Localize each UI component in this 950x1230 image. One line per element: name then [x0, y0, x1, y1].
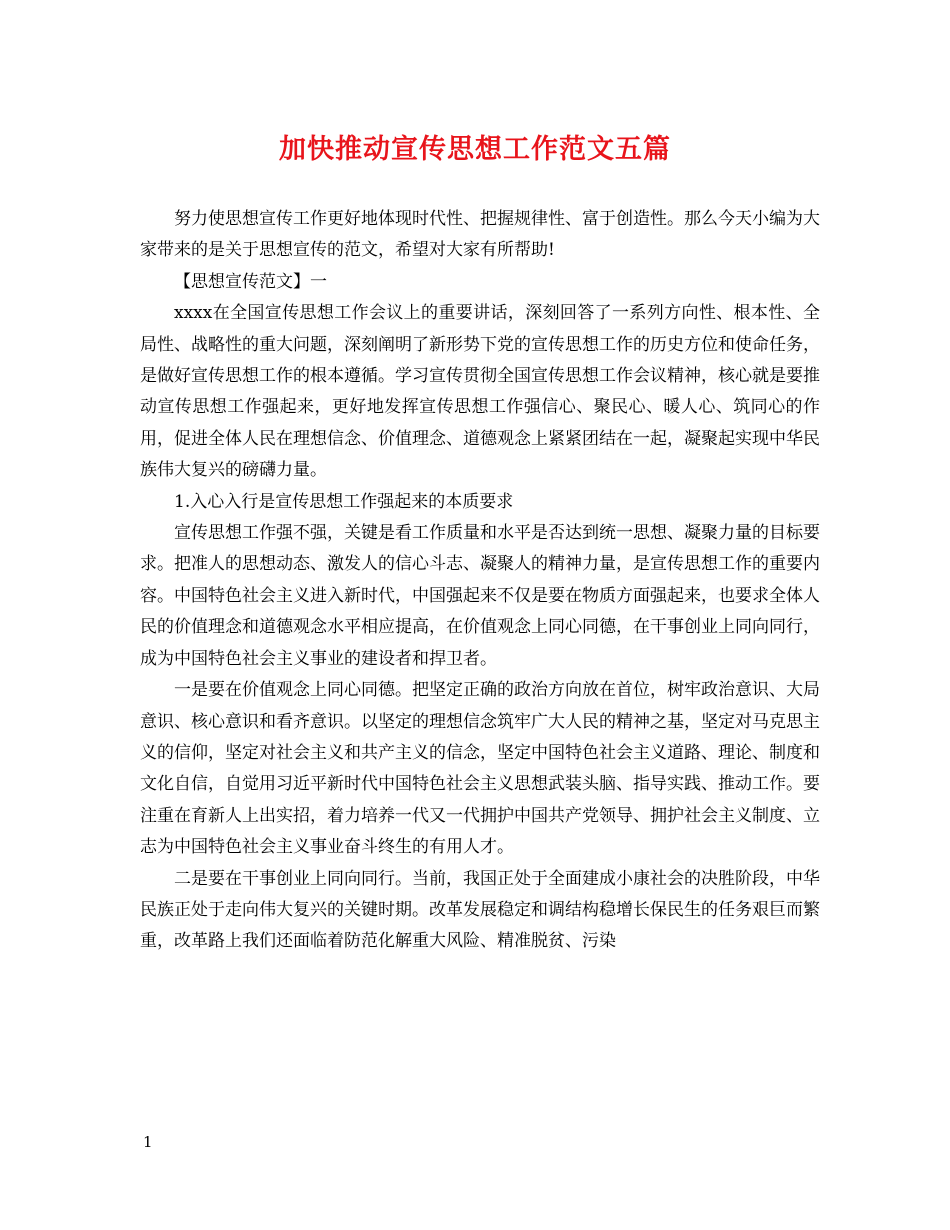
body-paragraph: 二是要在干事创业上同向同行。当前，我国正处于全面建成小康社会的决胜阶段，中华民族正处于走向伟大复兴的关键时期。改革发展稳定和调结构稳增长保民生的任务艰巨而繁重，改革路上我们还面临着防范化解重大风险、精准脱贫、污染	[140, 868, 820, 952]
subsection-heading: 1.入心入行是宣传思想工作强起来的本质要求	[174, 491, 514, 512]
body-paragraph: xxxx在全国宣传思想工作会议上的重要讲话，深刻回答了一系列方向性、根本性、全局性、战略性的重大问题，深刻阐明了新形势下党的宣传思想工作的历史方位和使命任务，是做好宣传思想工作的根本遵循。学习宣传贯彻全国宣传思想工作会议精神，核心就是要推动宣传思想工作强起来，更好地发挥宣传思想工作强信心、聚民心、暖人心、筑同心的作用，促进全体人民在理想信念、价值理念、道德观念上紧紧团结在一起，凝聚起实现中华民族伟大复兴的磅礴力量。	[140, 303, 820, 481]
document-body	[140, 204, 820, 958]
body-paragraph: 宣传思想工作强不强，关键是看工作质量和水平是否达到统一思想、凝聚力量的目标要求。把准人的思想动态、激发人的信心斗志、凝聚人的精神力量，是宣传思想工作的重要内容。中国特色社会主义进入新时代，中国强起来不仅是要在物质方面强起来，也要求全体人民的价值理念和道德观念水平相应提高，在价值观念上同心同德，在干事创业上同向同行，成为中国特色社会主义事业的建设者和捍卫者。	[140, 523, 820, 669]
document-title: 加快推动宣传思想工作范文五篇	[279, 134, 671, 165]
body-paragraph: 一是要在价值观念上同心同德。把坚定正确的政治方向放在首位，树牢政治意识、大局意识、核心意识和看齐意识。以坚定的理想信念筑牢广大人民的精神之基，坚定对马克思主义的信仰，坚定对社会主义和共产主义的信念，坚定中国特色社会主义道路、理论、制度和文化自信，自觉用习近平新时代中国特色社会主义思想武装头脑、指导实践、推动工作。要注重在育新人上出实招，着力培养一代又一代拥护中国共产党领导、拥护社会主义制度、立志为中国特色社会主义事业奋斗终生的有用人才。	[140, 680, 820, 858]
section-heading: 【思想宣传范文】一	[174, 271, 327, 292]
page-number: 1	[143, 1133, 153, 1151]
intro-paragraph: 努力使思想宣传工作更好地体现时代性、把握规律性、富于创造性。那么今天小编为大家带来的是关于思想宣传的范文，希望对大家有所帮助!	[140, 209, 820, 261]
